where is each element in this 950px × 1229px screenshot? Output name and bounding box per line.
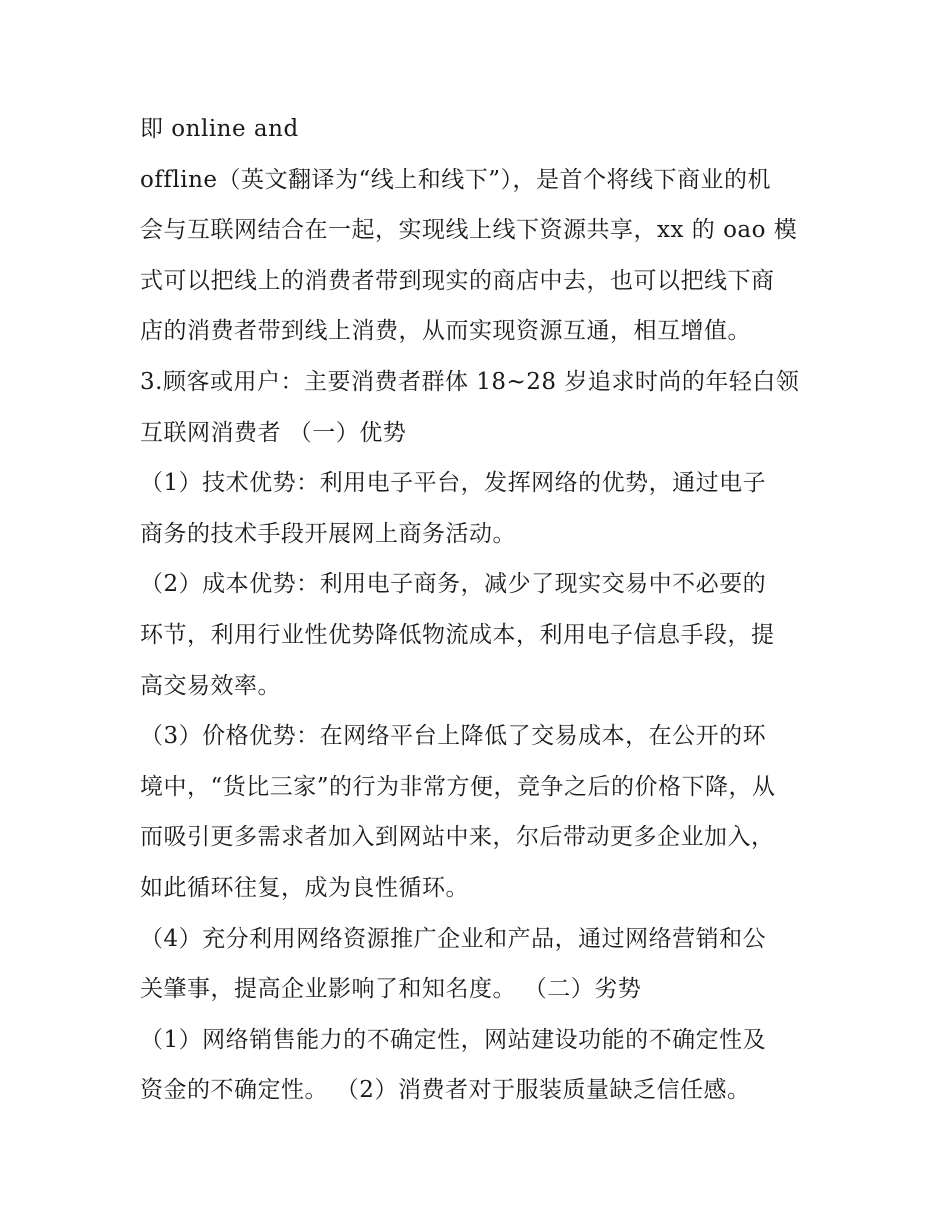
- text-line: 关肇事，提高企业影响了和知名度。 （二）劣势: [140, 976, 642, 1003]
- text-line: 3.顾客或用户：主要消费者群体 18~28 岁追求时尚的年轻白领: [140, 368, 800, 395]
- text-line: （2）成本优势：利用电子商务，减少了现实交易中不必要的: [140, 571, 767, 598]
- text-line: （4）充分利用网络资源推广企业和产品，通过网络营销和公: [140, 925, 767, 952]
- text-line: 环节，利用行业性优势降低物流成本，利用电子信息手段，提: [140, 621, 775, 648]
- text-line: 会与互联网结合在一起，实现线上线下资源共享，xx 的 oao 模: [140, 217, 798, 244]
- body-text: [140, 104, 820, 1116]
- text-line: 高交易效率。: [140, 672, 281, 699]
- text-line: （1）网络销售能力的不确定性，网站建设功能的不确定性及: [140, 1026, 767, 1053]
- text-line: 商务的技术手段开展网上商务活动。: [140, 520, 516, 547]
- text-line: （3）价格优势：在网络平台上降低了交易成本，在公开的环: [140, 723, 767, 750]
- text-line: 境中，“货比三家”的行为非常方便，竞争之后的价格下降，从: [140, 773, 776, 800]
- text-line: 资金的不确定性。 （2）消费者对于服装质量缺乏信任感。: [140, 1077, 751, 1104]
- text-line: 互联网消费者 （一）优势: [140, 419, 407, 446]
- text-line: offline（英文翻译为“线上和线下”），是首个将线下商业的机: [140, 166, 772, 193]
- text-line: 即 online and: [140, 116, 299, 142]
- text-line: 如此循环往复，成为良性循环。: [140, 874, 469, 901]
- text-line: 店的消费者带到线上消费，从而实现资源互通，相互增值。: [140, 318, 751, 345]
- text-line: 式可以把线上的消费者带到现实的商店中去，也可以把线下商: [140, 267, 775, 294]
- text-line: （1）技术优势：利用电子平台，发挥网络的优势，通过电子: [140, 470, 767, 497]
- text-line: 而吸引更多需求者加入到网站中来，尔后带动更多企业加入，: [140, 824, 775, 851]
